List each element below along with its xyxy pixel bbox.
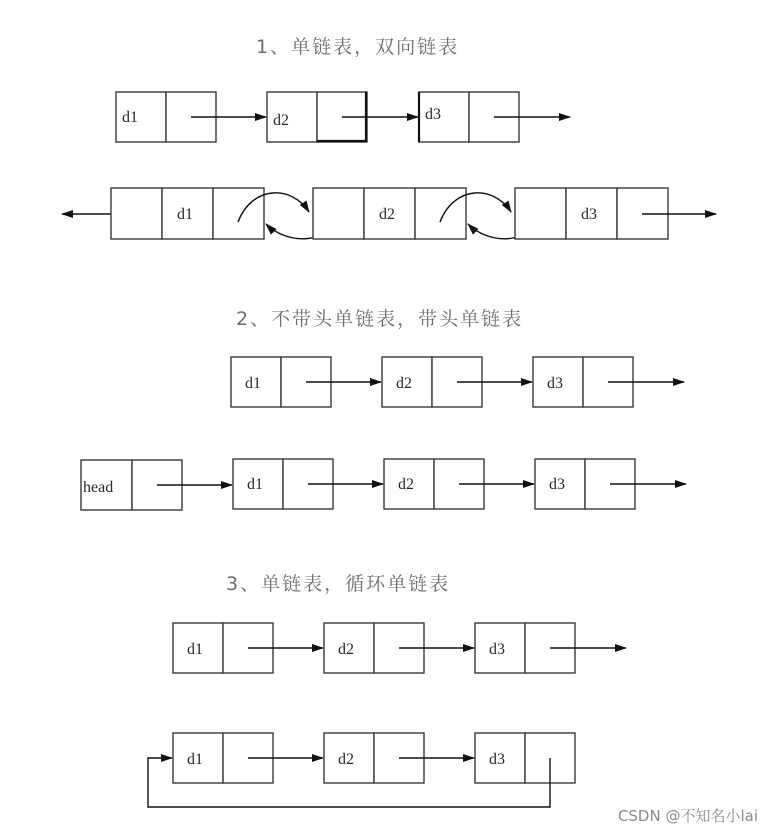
s2-no-head-node-3-label: d3 bbox=[547, 375, 563, 392]
s3-circular-list bbox=[148, 733, 575, 807]
s2-with-head-node-2-label: d2 bbox=[398, 476, 414, 493]
s2-no-head-node-2-label: d2 bbox=[396, 375, 412, 392]
s1-singly-list bbox=[116, 92, 570, 142]
s3-circular-node-3 bbox=[475, 733, 575, 783]
section3-title: 3、单链表，循环单链表 bbox=[226, 573, 451, 595]
s3-singly-node-1-label: d1 bbox=[187, 641, 203, 658]
s2-head-node-label: head bbox=[83, 479, 114, 496]
s2-no-head-node-1-label: d1 bbox=[245, 375, 261, 392]
s2-with-head-list bbox=[81, 459, 686, 510]
s1-doubly-list bbox=[62, 188, 716, 239]
s1-doubly-node-2 bbox=[313, 188, 466, 239]
s3-circular-node-2-label: d2 bbox=[338, 751, 354, 768]
s2-with-head-node-1-label: d1 bbox=[247, 476, 263, 493]
watermark: CSDN @不知名小lai bbox=[617, 807, 758, 825]
s3-singly-node-3-label: d3 bbox=[489, 641, 505, 658]
s1-singly-node-2-label: d2 bbox=[273, 112, 289, 129]
s3-circular-node-3-label: d3 bbox=[489, 751, 505, 768]
s3-singly-node-2-label: d2 bbox=[338, 641, 354, 658]
s1-doubly-node-2-label: d2 bbox=[379, 206, 395, 223]
s1-doubly-node-3-label: d3 bbox=[581, 206, 597, 223]
s1-doubly-node-1 bbox=[111, 188, 264, 239]
s2-with-head-node-3-label: d3 bbox=[549, 476, 565, 493]
section1-title: 1、单链表，双向链表 bbox=[256, 36, 460, 58]
s3-circular-node-1-label: d1 bbox=[187, 751, 203, 768]
s3-singly-list bbox=[173, 623, 626, 673]
s2-no-head-list bbox=[231, 357, 684, 407]
s1-singly-node-3-label: d3 bbox=[425, 106, 441, 123]
section2-title: 2、不带头单链表，带头单链表 bbox=[236, 308, 524, 330]
s1-doubly-node-1-label: d1 bbox=[177, 206, 193, 223]
s1-singly-node-1-label: d1 bbox=[122, 109, 138, 126]
